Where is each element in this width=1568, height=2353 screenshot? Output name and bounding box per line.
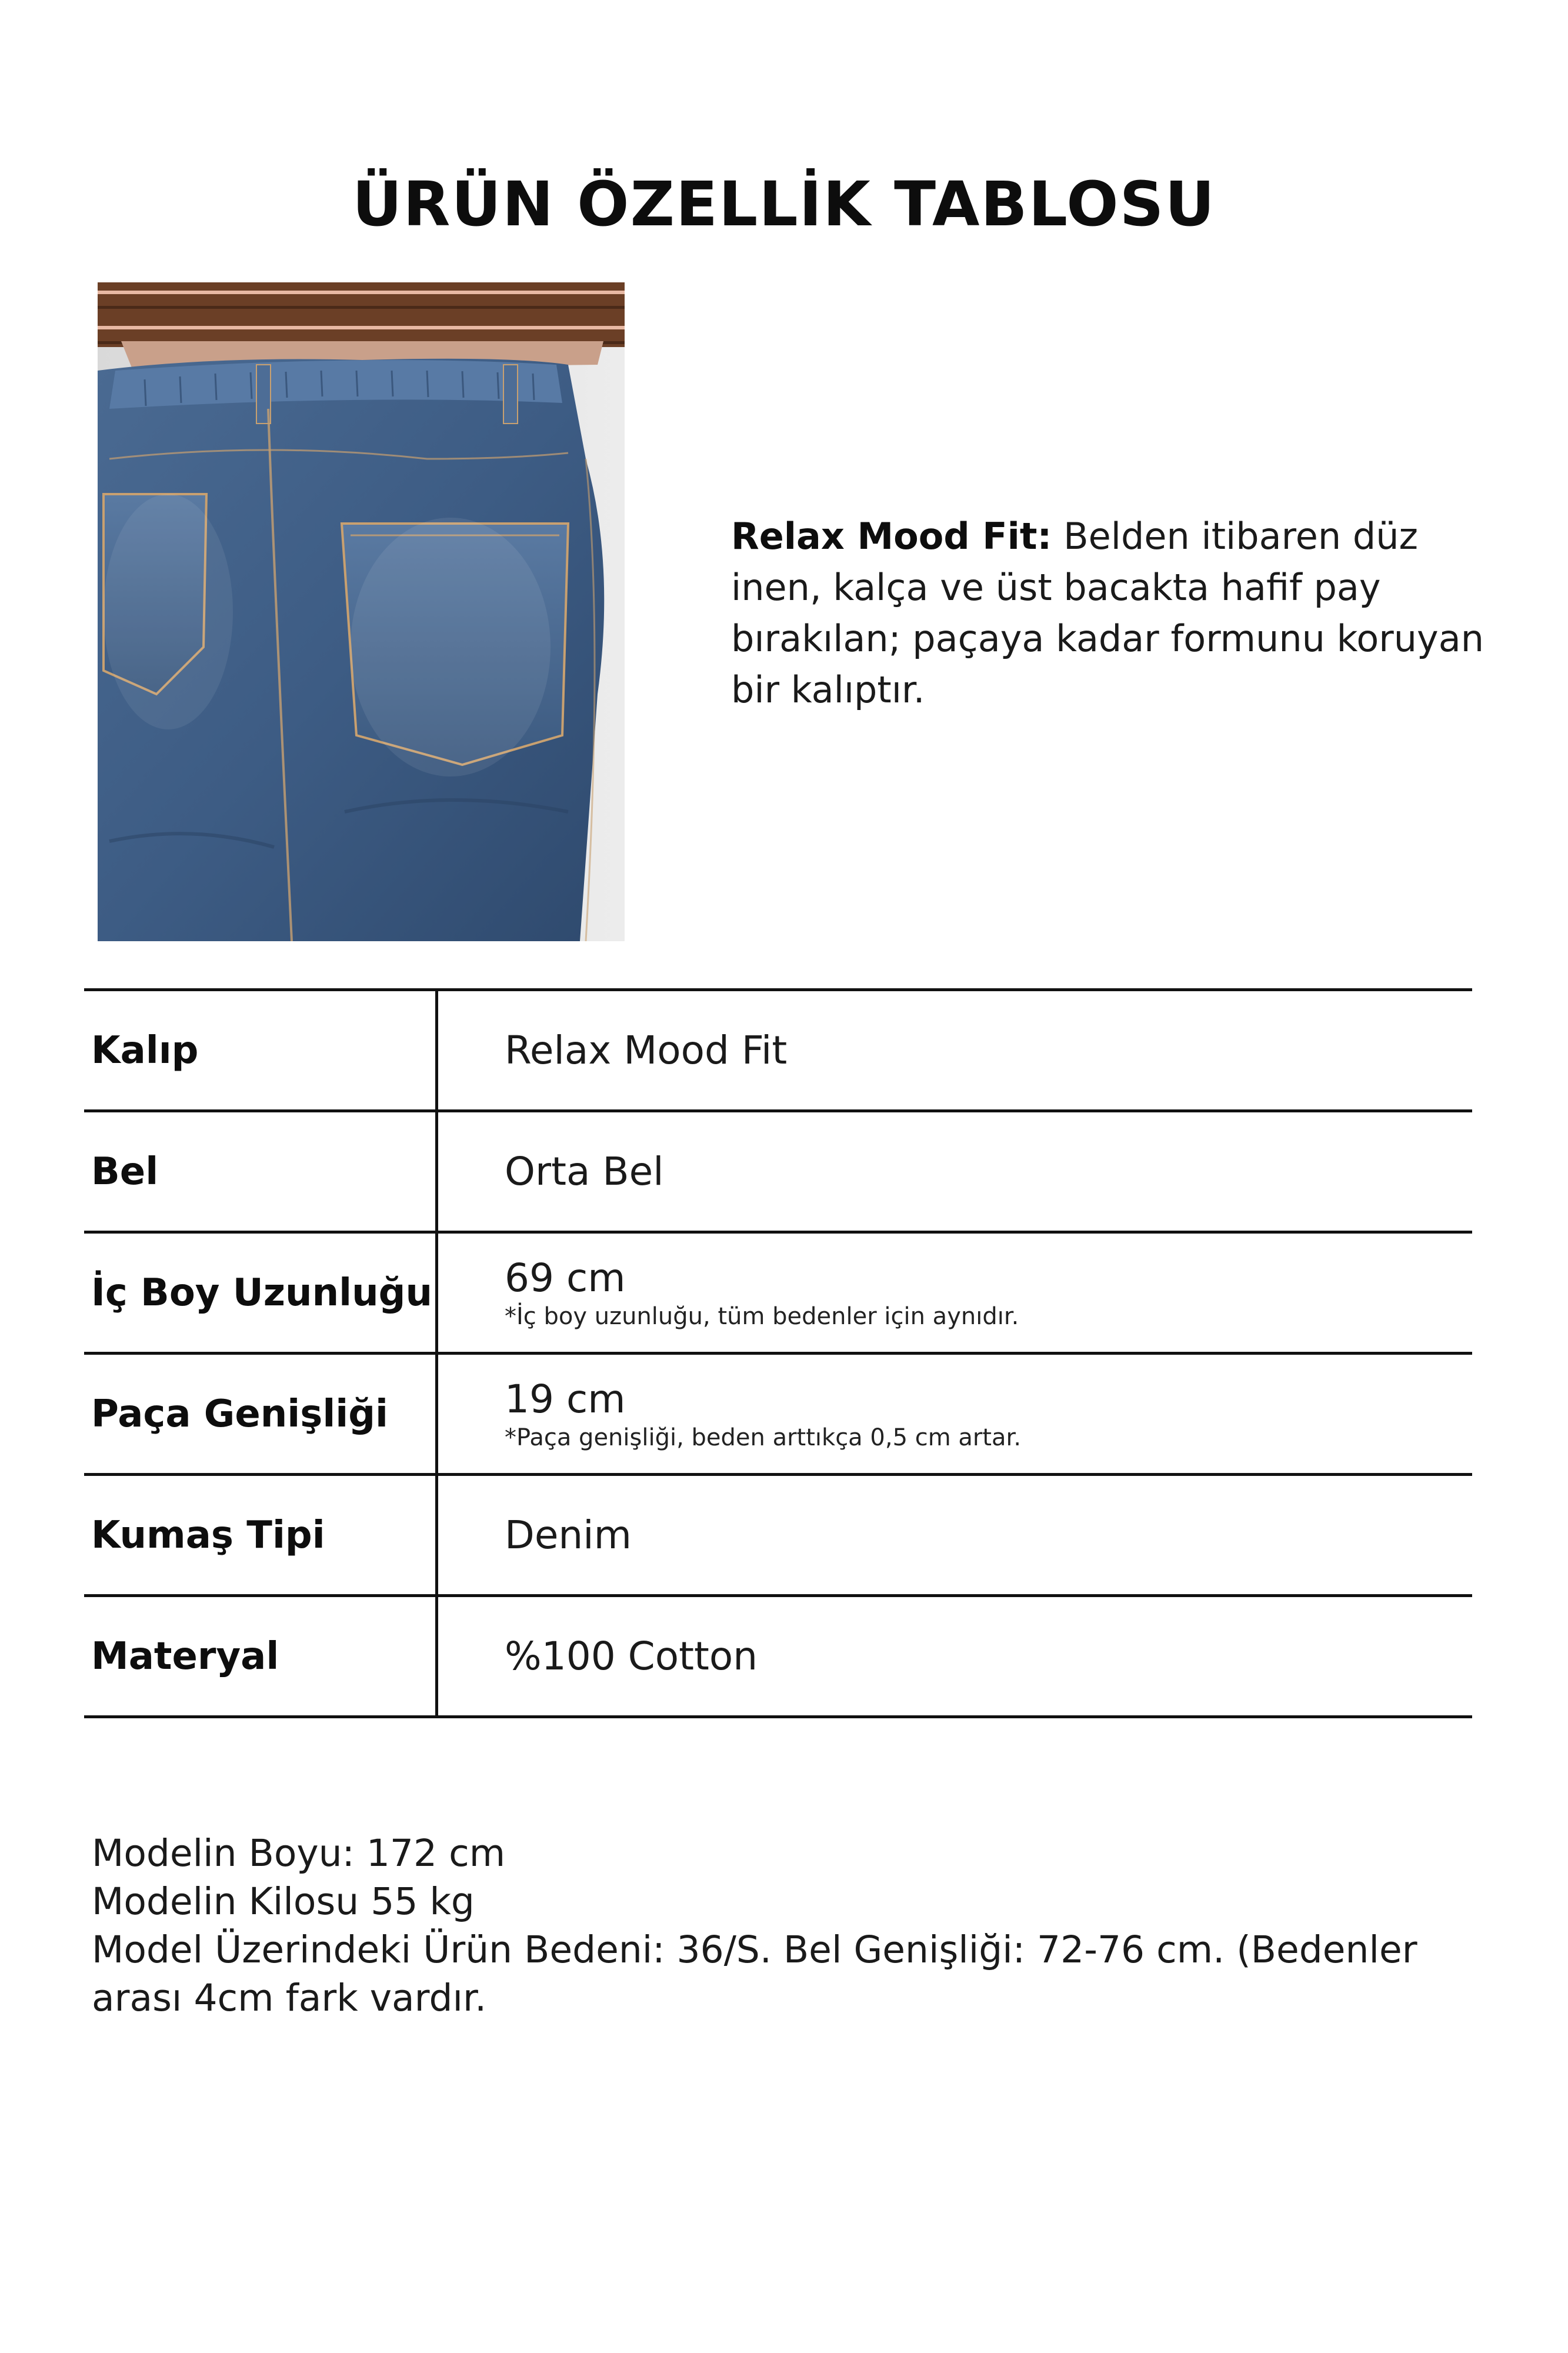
model-size: Model Üzerindeki Ürün Bedeni: 36/S. Bel Genişliği: 72-76 cm. (Bedenler arası 4cm fark vardır. xyxy=(92,1928,1417,2019)
spec-label: Materyal xyxy=(91,1634,279,1678)
spec-row-kalip xyxy=(84,988,1472,1109)
column-divider xyxy=(435,991,438,1109)
spec-row-bel xyxy=(84,1109,1472,1231)
model-height: Modelin Boyu: 172 cm xyxy=(92,1832,506,1875)
spec-value: %100 Cotton xyxy=(505,1634,758,1679)
spec-value: 19 cm xyxy=(505,1377,626,1422)
spec-table xyxy=(84,988,1472,1718)
column-divider xyxy=(435,1234,438,1352)
spec-label: Kalıp xyxy=(91,1028,199,1072)
model-weight: Modelin Kilosu 55 kg xyxy=(92,1880,475,1923)
spec-value-cell xyxy=(505,1597,758,1715)
jeans-back-view-image xyxy=(98,282,625,941)
spec-value-cell xyxy=(505,1355,1021,1473)
spec-value-cell xyxy=(505,1112,664,1231)
column-divider xyxy=(435,1476,438,1594)
spec-value: Denim xyxy=(505,1512,632,1558)
spec-row-ic-boy xyxy=(84,1231,1472,1352)
spec-label: Paça Genişliği xyxy=(91,1392,388,1436)
spec-row-kumas xyxy=(84,1473,1472,1594)
column-divider xyxy=(435,1355,438,1473)
spec-label: Kumaş Tipi xyxy=(91,1513,325,1557)
page-title: ÜRÜN ÖZELLİK TABLOSU xyxy=(352,168,1216,240)
spec-value: Relax Mood Fit xyxy=(505,1028,788,1073)
fit-description-text: Belden itibaren düz inen, kalça ve üst bacakta hafif pay bırakılan; paçaya kadar formunu koruyan bir kalıptır. xyxy=(731,515,1484,711)
spec-row-paca xyxy=(84,1352,1472,1473)
spec-value-cell xyxy=(505,1234,1019,1352)
spec-row-materyal xyxy=(84,1594,1472,1718)
spec-note: *İç boy uzunluğu, tüm bedenler için aynıdır. xyxy=(505,1303,1019,1330)
spec-label: Bel xyxy=(91,1149,159,1194)
spec-value: Orta Bel xyxy=(505,1149,664,1194)
product-photo xyxy=(98,282,625,941)
column-divider xyxy=(435,1112,438,1231)
spec-note: *Paça genişliği, beden arttıkça 0,5 cm artar. xyxy=(505,1424,1022,1451)
model-info xyxy=(92,1829,1492,2022)
fit-description-label: Relax Mood Fit: xyxy=(731,515,1052,558)
spec-value-cell xyxy=(505,991,787,1109)
spec-value: 69 cm xyxy=(505,1255,626,1301)
spec-label: İç Boy Uzunluğu xyxy=(91,1271,432,1315)
spec-value-cell xyxy=(505,1476,632,1594)
fit-description xyxy=(731,511,1496,715)
column-divider xyxy=(435,1597,438,1715)
